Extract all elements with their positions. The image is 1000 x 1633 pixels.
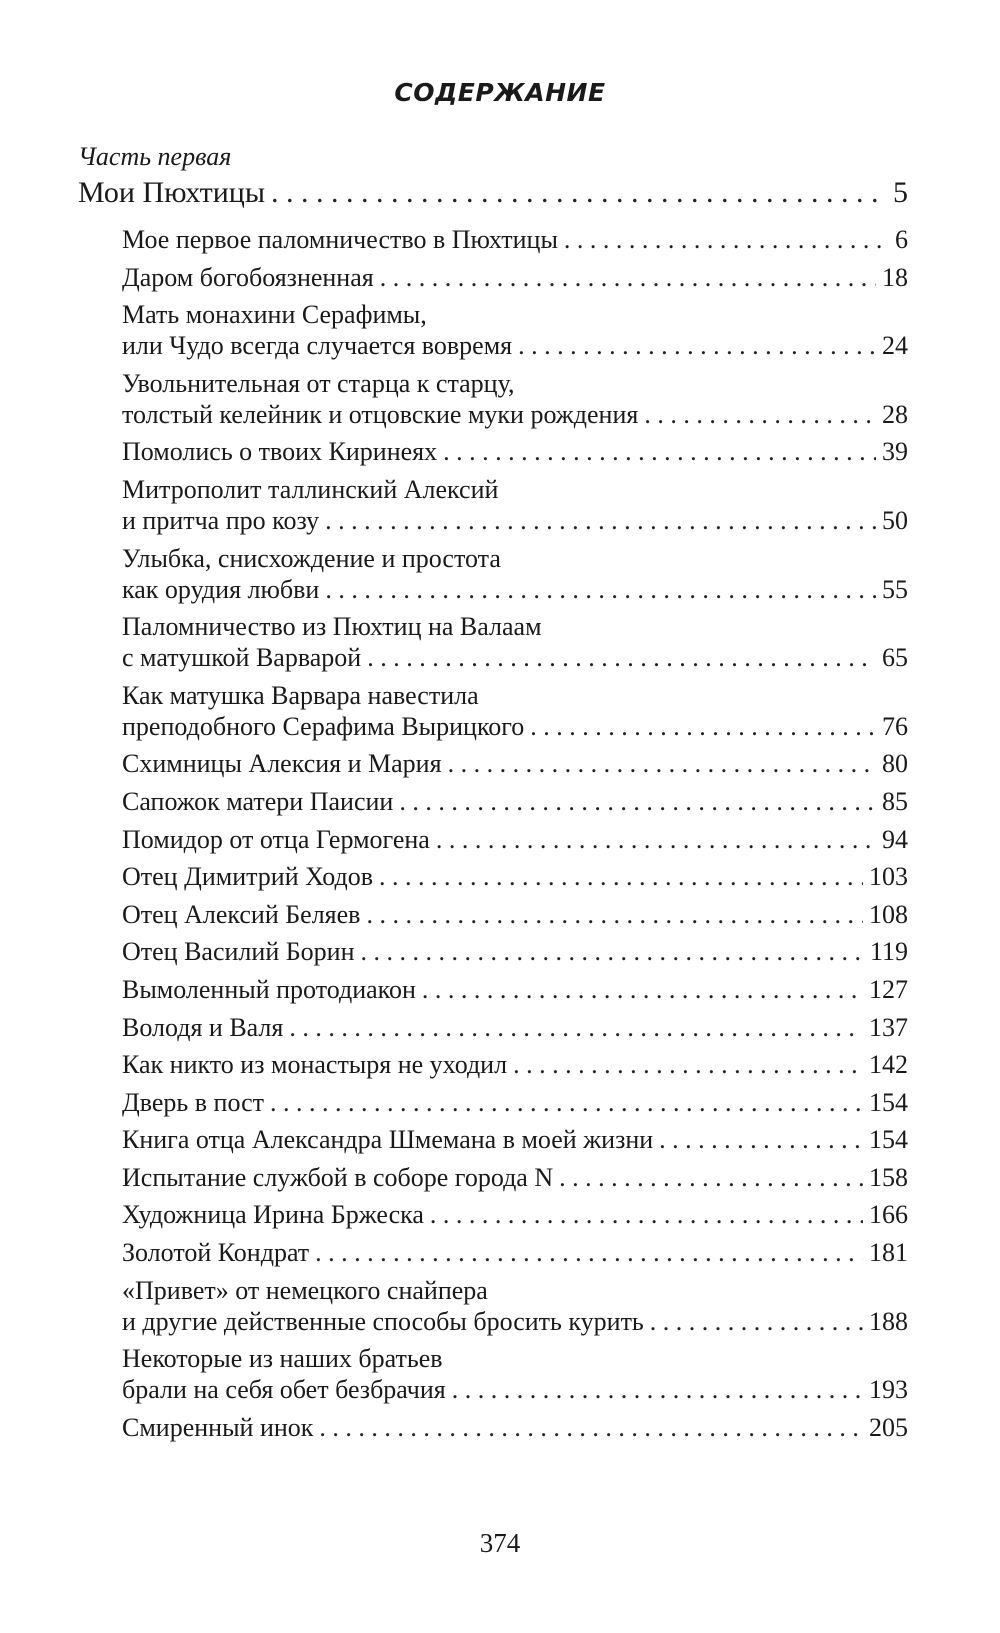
toc-entry-row [122,262,908,293]
toc-entry-page: 193 [869,1375,908,1405]
toc-entry [122,1049,908,1080]
toc-entries [122,224,908,1449]
toc-entry [122,474,908,536]
dot-leader [448,748,876,779]
toc-entry-page: 50 [882,505,908,535]
toc-entry-row [122,936,908,967]
toc-entry-title-line: Дверь в пост [122,1087,264,1117]
toc-entry-page: 80 [882,749,908,779]
toc-entry-row [122,711,908,742]
toc-entry-title-line: Помидор от отца Гермогена [122,824,430,854]
toc-entry-title-line: Володя и Валя [122,1012,284,1042]
toc-entry-page: 85 [882,786,908,816]
toc-entry [122,1162,908,1193]
toc-entry-title-line: Помолись о твоих Киринеях [122,437,438,467]
toc-entry-row [122,1306,908,1337]
toc-entry [122,1199,908,1230]
toc-entry-page: 181 [869,1238,908,1268]
dot-leader [650,1306,863,1337]
dot-leader [644,399,876,430]
toc-entry-page: 166 [869,1200,908,1230]
toc-entry-title-line: Мое первое паломничество в Пюхтицы [122,225,558,254]
dot-leader [659,1124,863,1155]
toc-entry [122,543,908,605]
dot-leader [399,786,876,817]
dot-leader [325,574,876,605]
toc-entry-title-line: как орудия любви [122,574,320,604]
part-label: Часть первая [78,142,232,171]
toc-entry [122,974,908,1005]
toc-entry-row [122,224,908,255]
toc-entry-row [122,1412,908,1443]
toc-entry-title-line: брали на себя обет безбрачия [122,1375,446,1405]
toc-entry [122,861,908,892]
toc-entry-row [122,505,908,536]
dot-leader [530,711,876,742]
toc-entry-page: 108 [869,899,908,929]
toc-entry-title-line: Книга отца Александра Шмемана в моей жизни [122,1125,654,1155]
toc-entry [122,1275,908,1337]
toc-entry [122,224,908,255]
toc-entry [122,1343,908,1405]
toc-entry-row [122,1087,908,1118]
toc-entry-row [122,330,908,361]
dot-leader [380,262,876,293]
toc-entry-page: 24 [882,331,908,361]
toc-entry-row [122,574,908,605]
toc-entry-title-line: Улыбка, снисхождение и простота [122,543,501,573]
dot-leader [436,824,876,855]
toc-entry-title-line: или Чудо всегда случается вовремя [122,331,513,361]
toc-entry-row [122,1374,908,1405]
toc-entry-page: 28 [882,399,908,429]
toc-entry-title-line: Смиренный инок [122,1412,314,1442]
toc-entry-row [122,1237,908,1268]
dot-leader [564,224,889,255]
toc-entry-title-line: Вымоленный протодиакон [122,974,416,1004]
toc-entry [122,1124,908,1155]
toc-entry [122,680,908,742]
dot-leader [319,1412,863,1443]
toc-entry [122,611,908,673]
dot-leader [271,176,887,210]
toc-entry-title-line: Паломничество из Пюхтиц на Валаам [122,612,542,642]
dot-leader [361,936,864,967]
toc-entry-page: 188 [869,1306,908,1336]
toc-entry-title-line: Как никто из монастыря не уходил [122,1050,508,1080]
toc-entry-page: 154 [869,1087,908,1117]
dot-leader [443,436,876,467]
toc-entry-row [122,1012,908,1043]
part-page: 5 [893,176,908,209]
dot-leader [452,1374,863,1405]
toc-entry-title-line: Схимницы Алексия и Мария [122,749,442,779]
toc-entry-row [122,899,908,930]
toc-entry-page: 39 [882,437,908,467]
toc-entry-row [122,1162,908,1193]
toc-entry-row [122,1199,908,1230]
toc-entry-title-line: Митрополит таллинский Алексий [122,474,499,504]
contents-heading: СОДЕРЖАНИЕ [394,78,606,107]
toc-entry [122,786,908,817]
toc-entry-title-line: и другие действенные способы бросить курить [122,1306,644,1336]
toc-entry [122,1412,908,1443]
toc-entry-title-line: Отец Василий Борин [122,937,355,967]
toc-entry-title-line: Художница Ирина Бржеска [122,1200,424,1230]
toc-entry [122,936,908,967]
toc-entry-title-line: толстый келейник и отцовские муки рождения [122,399,639,429]
toc-entry-page: 18 [882,262,908,292]
toc-entry-row [122,436,908,467]
page-number: 374 [479,1528,521,1558]
toc-entry [122,748,908,779]
toc-entry-page: 137 [869,1012,908,1042]
dot-leader [518,330,876,361]
toc-entry [122,299,908,361]
dot-leader [367,642,876,673]
toc-entry-row [122,1049,908,1080]
toc-entry [122,1012,908,1043]
toc-entry-page: 154 [869,1125,908,1155]
dot-leader [289,1012,863,1043]
toc-entry-row [122,861,908,892]
toc-entry [122,824,908,855]
part-title: Мои Пюхтицы [78,176,266,209]
dot-leader [513,1049,863,1080]
toc-entry [122,262,908,293]
toc-entry-row [122,824,908,855]
dot-leader [270,1087,863,1118]
toc-entry-title-line: Мать монахини Серафимы, [122,300,427,330]
toc-entry-title-line: преподобного Серафима Вырицкого [122,711,525,741]
toc-entry-title-line: Увольнительная от старца к старцу, [122,368,515,398]
toc-entry-page: 65 [882,643,908,673]
toc-entry-page: 205 [869,1412,908,1442]
toc-entry-title-line: и притча про козу [122,505,320,535]
toc-entry-page: 142 [869,1050,908,1080]
dot-leader [559,1162,863,1193]
dot-leader [315,1237,863,1268]
toc-entry [122,1237,908,1268]
dot-leader [379,861,863,892]
toc-entry-title-line: «Привет» от немецкого снайпера [122,1275,488,1305]
toc-entry-title-line: Некоторые из наших братьев [122,1344,443,1374]
toc-entry-title-line: Отец Алексий Беляев [122,899,361,929]
toc-entry-title-line: Отец Димитрий Ходов [122,862,374,892]
toc-entry-page: 127 [869,974,908,1004]
toc-entry-row [122,974,908,1005]
toc-entry-row [122,642,908,673]
toc-entry-page: 103 [869,862,908,892]
toc-entry-page: 158 [869,1162,908,1192]
toc-entry-page: 76 [882,711,908,741]
toc-entry [122,1087,908,1118]
dot-leader [325,505,876,536]
toc-entry-title-line: с матушкой Варварой [122,643,362,673]
toc-entry-row [122,786,908,817]
toc-entry-page: 6 [895,225,908,254]
dot-leader [430,1199,863,1230]
dot-leader [422,974,863,1005]
dot-leader [366,899,863,930]
toc-entry [122,899,908,930]
toc-entry-title-line: Золотой Кондрат [122,1238,310,1268]
toc-entry-row [122,748,908,779]
toc-entry-title-line: Сапожок матери Паисии [122,786,394,816]
toc-entry-title-line: Как матушка Варвара навестила [122,680,479,710]
toc-entry-row [122,399,908,430]
part-title-line [78,176,908,210]
toc-entry-row [122,1124,908,1155]
toc-entry-page: 119 [869,937,908,967]
toc-entry-title-line: Испытание службой в соборе города N [122,1162,554,1192]
toc-entry-page: 94 [882,824,908,854]
toc-entry-title-line: Даром богобоязненная [122,262,374,292]
toc-entry-page: 55 [882,574,908,604]
toc-entry [122,436,908,467]
toc-entry [122,368,908,430]
